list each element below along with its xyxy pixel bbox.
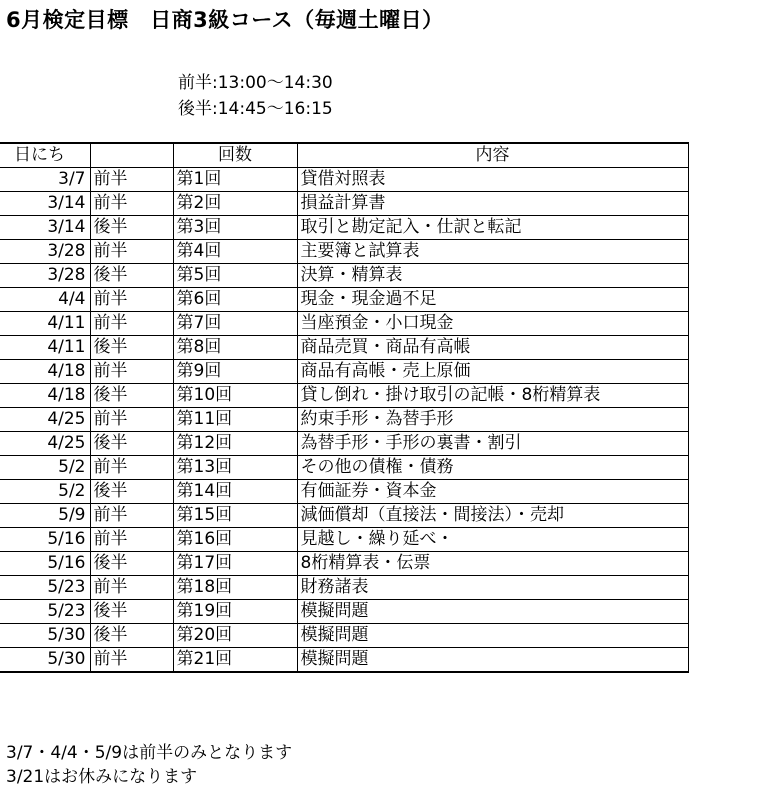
cell-session: 後半	[90, 432, 173, 456]
cell-date: 5/2	[0, 480, 90, 504]
table-row	[0, 312, 688, 336]
cell-number: 第17回	[173, 552, 297, 576]
cell-content: 現金・現金過不足	[297, 288, 688, 312]
cell-date: 4/11	[0, 336, 90, 360]
table-row	[0, 288, 688, 312]
cell-date: 3/28	[0, 240, 90, 264]
cell-content: 模擬問題	[297, 600, 688, 624]
cell-content: 為替手形・手形の裏書・割引	[297, 432, 688, 456]
cell-number: 第15回	[173, 504, 297, 528]
table-row	[0, 456, 688, 480]
table-row	[0, 336, 688, 360]
cell-content: 決算・精算表	[297, 264, 688, 288]
table-row	[0, 408, 688, 432]
table-row	[0, 384, 688, 408]
cell-session: 前半	[90, 168, 173, 192]
table-row	[0, 600, 688, 624]
cell-date: 5/16	[0, 528, 90, 552]
table-header-row	[0, 143, 688, 168]
cell-number: 第19回	[173, 600, 297, 624]
cell-session: 前半	[90, 360, 173, 384]
cell-number: 第3回	[173, 216, 297, 240]
cell-content: 8桁精算表・伝票	[297, 552, 688, 576]
cell-session: 前半	[90, 576, 173, 600]
cell-content: その他の債権・債務	[297, 456, 688, 480]
cell-content: 模擬問題	[297, 624, 688, 648]
table-row	[0, 528, 688, 552]
cell-number: 第8回	[173, 336, 297, 360]
cell-content: 貸し倒れ・掛け取引の記帳・8桁精算表	[297, 384, 688, 408]
table-row	[0, 624, 688, 648]
cell-date: 4/25	[0, 408, 90, 432]
cell-number: 第6回	[173, 288, 297, 312]
cell-date: 4/4	[0, 288, 90, 312]
cell-number: 第11回	[173, 408, 297, 432]
cell-session: 後半	[90, 384, 173, 408]
cell-content: 有価証券・資本金	[297, 480, 688, 504]
cell-content: 損益計算書	[297, 192, 688, 216]
table-row	[0, 552, 688, 576]
cell-session: 前半	[90, 456, 173, 480]
cell-date: 5/9	[0, 504, 90, 528]
cell-date: 3/7	[0, 168, 90, 192]
cell-content: 商品有高帳・売上原価	[297, 360, 688, 384]
cell-number: 第1回	[173, 168, 297, 192]
cell-date: 4/11	[0, 312, 90, 336]
cell-date: 3/14	[0, 216, 90, 240]
cell-content: 見越し・繰り延べ・	[297, 528, 688, 552]
cell-number: 第12回	[173, 432, 297, 456]
cell-session: 後半	[90, 216, 173, 240]
header-date: 日にち	[0, 143, 90, 168]
table-row	[0, 504, 688, 528]
page-title: 6月検定目標 日商3級コース（毎週土曜日）	[6, 8, 444, 32]
cell-date: 5/16	[0, 552, 90, 576]
cell-number: 第9回	[173, 360, 297, 384]
cell-number: 第18回	[173, 576, 297, 600]
table-row	[0, 192, 688, 216]
cell-session: 前半	[90, 312, 173, 336]
cell-date: 5/30	[0, 624, 90, 648]
cell-number: 第21回	[173, 648, 297, 673]
schedule-table	[0, 142, 689, 673]
cell-number: 第7回	[173, 312, 297, 336]
cell-session: 前半	[90, 192, 173, 216]
first-session-time: 前半:13:00〜14:30	[178, 73, 333, 93]
cell-number: 第16回	[173, 528, 297, 552]
table-row	[0, 216, 688, 240]
cell-date: 5/30	[0, 648, 90, 673]
cell-session: 後半	[90, 600, 173, 624]
note-first-half-only: 3/7・4/4・5/9は前半のみとなります	[6, 743, 293, 763]
table-row	[0, 264, 688, 288]
cell-session: 後半	[90, 552, 173, 576]
cell-content: 貸借対照表	[297, 168, 688, 192]
table-row	[0, 480, 688, 504]
header-session	[90, 143, 173, 168]
table-row	[0, 432, 688, 456]
cell-content: 主要簿と試算表	[297, 240, 688, 264]
cell-content: 減価償却（直接法・間接法）・売却	[297, 504, 688, 528]
cell-date: 4/25	[0, 432, 90, 456]
cell-content: 当座預金・小口現金	[297, 312, 688, 336]
cell-session: 前半	[90, 528, 173, 552]
cell-number: 第13回	[173, 456, 297, 480]
cell-session: 後半	[90, 264, 173, 288]
cell-number: 第14回	[173, 480, 297, 504]
cell-session: 後半	[90, 336, 173, 360]
cell-session: 後半	[90, 480, 173, 504]
table-row	[0, 360, 688, 384]
cell-date: 3/28	[0, 264, 90, 288]
cell-number: 第20回	[173, 624, 297, 648]
second-session-time: 後半:14:45〜16:15	[178, 99, 333, 119]
cell-number: 第4回	[173, 240, 297, 264]
cell-content: 約束手形・為替手形	[297, 408, 688, 432]
cell-date: 5/2	[0, 456, 90, 480]
table-row	[0, 648, 688, 673]
cell-date: 4/18	[0, 360, 90, 384]
cell-session: 後半	[90, 624, 173, 648]
cell-session: 前半	[90, 504, 173, 528]
header-number: 回数	[173, 143, 297, 168]
cell-content: 取引と勘定記入・仕訳と転記	[297, 216, 688, 240]
cell-number: 第10回	[173, 384, 297, 408]
cell-content: 財務諸表	[297, 576, 688, 600]
table-row	[0, 240, 688, 264]
cell-date: 5/23	[0, 600, 90, 624]
cell-session: 前半	[90, 648, 173, 673]
cell-number: 第2回	[173, 192, 297, 216]
note-holiday: 3/21はお休みになります	[6, 767, 198, 787]
cell-content: 模擬問題	[297, 648, 688, 673]
cell-date: 4/18	[0, 384, 90, 408]
cell-date: 5/23	[0, 576, 90, 600]
cell-session: 前半	[90, 240, 173, 264]
table-row	[0, 576, 688, 600]
header-content: 内容	[297, 143, 688, 168]
cell-session: 前半	[90, 288, 173, 312]
cell-date: 3/14	[0, 192, 90, 216]
cell-session: 前半	[90, 408, 173, 432]
cell-content: 商品売買・商品有高帳	[297, 336, 688, 360]
cell-number: 第5回	[173, 264, 297, 288]
table-row	[0, 168, 688, 192]
